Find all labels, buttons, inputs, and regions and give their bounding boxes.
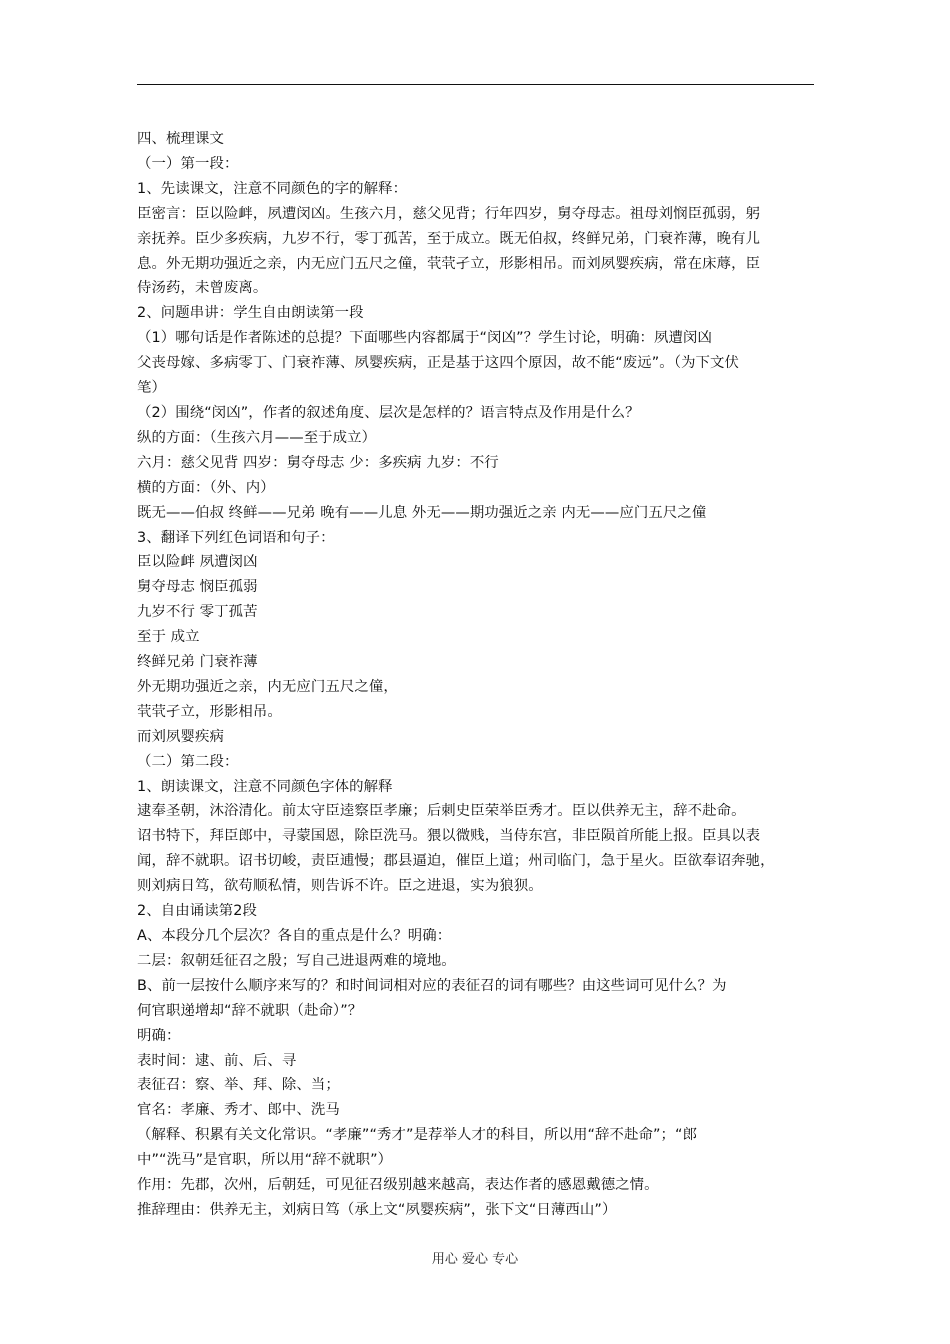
text-line: 2、问题串讲：学生自由朗读第一段 <box>137 305 364 322</box>
text-line: 终鲜兄弟 门衰祚薄 <box>137 654 258 671</box>
text-line: （解释、积累有关文化常识。“孝廉”“秀才”是荐举人才的科目，所以用“辞不赴命”；“郎 <box>137 1127 698 1144</box>
text-line: （1）哪句话是作者陈述的总提？下面哪些内容都属于“闵凶”？学生讨论，明确：夙遭闵凶 <box>137 330 713 347</box>
text-line: 茕茕孑立，形影相吊。 <box>137 703 282 720</box>
text-line: 表征召：察、举、拜、除、当； <box>137 1077 340 1094</box>
text-line: 舅夺母志 悯臣孤弱 <box>137 579 258 596</box>
text-line: 二层：叙朝廷征召之殷；写自己进退两难的境地。 <box>137 952 456 969</box>
text-line: 诏书特下，拜臣郎中，寻蒙国恩，除臣洗马。猥以微贱，当侍东宫，非臣陨首所能上报。臣具以表 <box>137 828 761 845</box>
text-line: B、前一层按什么顺序来写的？和时间词相对应的表征召的词有哪些？由这些词可见什么？为 <box>137 977 727 994</box>
text-line: 1、朗读课文，注意不同颜色字体的解释 <box>137 778 393 795</box>
text-line: 六月：慈父见背 四岁：舅夺母志 少：多疾病 九岁：不行 <box>137 454 499 471</box>
text-line: 闻，辞不就职。诏书切峻，责臣逋慢；郡县逼迫，催臣上道；州司临门，急于星火。臣欲奉诏奔驰， <box>137 853 775 870</box>
subsection-heading: （一）第一段： <box>137 155 239 172</box>
text-line: 至于 成立 <box>137 629 200 646</box>
text-line: 2、自由诵读第2段 <box>137 903 257 920</box>
text-line: 九岁不行 零丁孤苦 <box>137 604 258 621</box>
text-line: 则刘病日笃，欲苟顺私情，则告诉不许。臣之进退，实为狼狈。 <box>137 878 543 895</box>
text-line: 中”“洗马”是官职，所以用“辞不就职”） <box>137 1152 393 1169</box>
text-line: 侍汤药，未曾废离。 <box>137 280 268 297</box>
text-line: 父丧母嫁、多病零丁、门衰祚薄、夙婴疾病，正是基于这四个原因，故不能“废远”。（为下文伏 <box>137 355 740 372</box>
text-line: 纵的方面：（生孩六月——至于成立） <box>137 429 377 446</box>
text-line: 息。外无期功强近之亲，内无应门五尺之僮，茕茕孑立，形影相吊。而刘夙婴疾病，常在床蓐，臣 <box>137 255 761 272</box>
text-line: 表时间：逮、前、后、寻 <box>137 1052 297 1069</box>
text-line: 何官职递增却“辞不就职（赴命）”？ <box>137 1002 363 1019</box>
subsection-heading: （二）第二段： <box>137 753 239 770</box>
text-line: 推辞理由：供养无主，刘病日笃（承上文“夙婴疾病”，张下文“日薄西山”） <box>137 1201 617 1218</box>
text-line: 臣密言：臣以险衅，夙遭闵凶。生孩六月，慈父见背；行年四岁，舅夺母志。祖母刘悯臣孤弱，躬 <box>137 205 761 222</box>
page-footer: 用心 爱心 专心 <box>431 1252 519 1267</box>
text-line: 作用：先郡，次州，后朝廷，可见征召级别越来越高，表达作者的感恩戴德之情。 <box>137 1177 659 1194</box>
header-rule <box>137 84 814 85</box>
text-line: 笔） <box>137 380 166 397</box>
text-line: 而刘夙婴疾病 <box>137 728 224 745</box>
text-line: 3、翻译下列红色词语和句子： <box>137 529 335 546</box>
text-line: （2）围绕“闵凶”，作者的叙述角度、层次是怎样的？语言特点及作用是什么？ <box>137 404 640 421</box>
text-line: 逮奉圣朝，沐浴清化。前太守臣逵察臣孝廉；后刺史臣荣举臣秀才。臣以供养无主，辞不赴命。 <box>137 803 746 820</box>
text-line: 既无——伯叔 终鲜——兄弟 晚有——儿息 外无——期功强近之亲 内无——应门五尺之僮 <box>137 504 707 521</box>
text-line: 明确： <box>137 1027 181 1044</box>
text-line: A、本段分几个层次？各自的重点是什么？明确： <box>137 928 452 944</box>
document-body <box>137 127 817 1223</box>
section-heading: 四、梳理课文 <box>137 131 224 147</box>
text-line: 横的方面：（外、内） <box>137 479 275 496</box>
text-line: 外无期功强近之亲，内无应门五尺之僮， <box>137 678 398 695</box>
text-line: 亲抚养。臣少多疾病，九岁不行，零丁孤苦，至于成立。既无伯叔，终鲜兄弟，门衰祚薄，晚有儿 <box>137 230 761 247</box>
text-line: 1、先读课文，注意不同颜色的字的解释： <box>137 180 408 197</box>
text-line: 臣以险衅 夙遭闵凶 <box>137 554 258 571</box>
text-line: 官名：孝廉、秀才、郎中、洗马 <box>137 1102 340 1119</box>
